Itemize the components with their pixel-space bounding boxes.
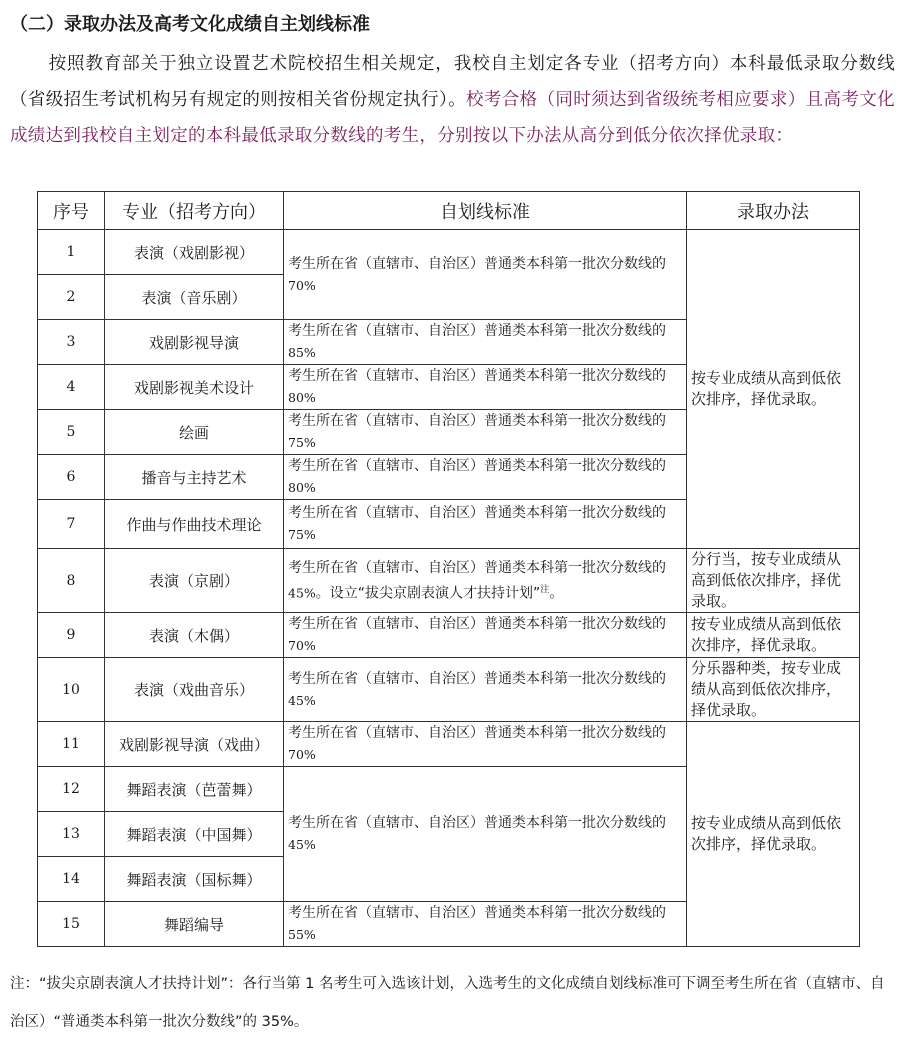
standard-value: 75% — [288, 527, 316, 542]
row-major: 表演（戏剧影视） — [105, 230, 284, 275]
standard-prefix: 考生所在省（直辖市、自治区）普通类本科第一批次分数线的 — [288, 413, 666, 429]
row-major: 绘画 — [105, 410, 284, 455]
row-no: 6 — [38, 455, 105, 500]
row-method: 分乐器种类，按专业成绩从高到低依次排序，择优录取。 — [687, 658, 860, 722]
row-major: 舞蹈表演（芭蕾舞） — [105, 767, 284, 812]
row-major: 戏剧影视美术设计 — [105, 365, 284, 410]
standard-prefix: 考生所在省（直辖市、自治区）普通类本科第一批次分数线的 — [288, 559, 666, 576]
standard-value: 45% — [288, 585, 316, 601]
row-method: 按专业成绩从高到低依次排序，择优录取。 — [687, 613, 860, 658]
standard-value: 85% — [288, 345, 316, 360]
standard-prefix: 考生所在省（直辖市、自治区）普通类本科第一批次分数线的 — [288, 670, 666, 687]
standard-prefix: 考生所在省（直辖市、自治区）普通类本科第一批次分数线的 — [288, 905, 666, 921]
row-major: 表演（京剧） — [105, 549, 284, 613]
header-no: 序号 — [38, 192, 105, 230]
row-no: 3 — [38, 320, 105, 365]
row-no: 1 — [38, 230, 105, 275]
row-method: 按专业成绩从高到低依次排序，择优录取。 — [687, 722, 860, 947]
row-no: 12 — [38, 767, 105, 812]
row-standard — [284, 767, 687, 902]
row-standard — [284, 613, 687, 658]
row-major: 表演（音乐剧） — [105, 275, 284, 320]
row-standard — [284, 410, 687, 455]
row-no: 4 — [38, 365, 105, 410]
standard-prefix: 考生所在省（直辖市、自治区）普通类本科第一批次分数线的 — [288, 368, 666, 384]
standard-value: 80% — [288, 390, 316, 405]
standard-prefix: 考生所在省（直辖市、自治区）普通类本科第一批次分数线的 — [288, 725, 666, 741]
standard-prefix: 考生所在省（直辖市、自治区）普通类本科第一批次分数线的 — [288, 458, 666, 474]
row-standard — [284, 902, 687, 947]
row-no: 9 — [38, 613, 105, 658]
row-major: 表演（木偶） — [105, 613, 284, 658]
standard-value: 70% — [288, 277, 316, 293]
header-method: 录取办法 — [687, 192, 860, 230]
row-no: 8 — [38, 549, 105, 613]
table-row — [38, 613, 860, 658]
row-major: 表演（戏曲音乐） — [105, 658, 284, 722]
row-no: 5 — [38, 410, 105, 455]
standard-prefix: 考生所在省（直辖市、自治区）普通类本科第一批次分数线的 — [288, 616, 666, 632]
row-method: 按专业成绩从高到低依次排序，择优录取。 — [687, 230, 860, 549]
row-standard — [284, 230, 687, 320]
table-row — [38, 722, 860, 767]
intro-normal-text: 按照教育部关于独立设置艺术院校招生相关规定，我校自主划定各专业（招考方向）本科最低录取分数线（省级招生考试机构另有规定的则按相关省份规定执行）。 — [10, 54, 895, 110]
row-major: 舞蹈编导 — [105, 902, 284, 947]
row-standard — [284, 658, 687, 722]
standard-value: 80% — [288, 480, 316, 495]
standard-prefix: 考生所在省（直辖市、自治区）普通类本科第一批次分数线的 — [288, 255, 666, 272]
row-standard — [284, 500, 687, 549]
row-method: 分行当，按专业成绩从高到低依次排序，择优录取。 — [687, 549, 860, 613]
header-major: 专业（招考方向） — [105, 192, 284, 230]
row-no: 13 — [38, 812, 105, 857]
standard-prefix: 考生所在省（直辖市、自治区）普通类本科第一批次分数线的 — [288, 505, 666, 521]
standard-value: 45% — [288, 837, 316, 852]
standard-end: 。 — [549, 585, 564, 602]
row-standard — [284, 722, 687, 767]
row-no: 15 — [38, 902, 105, 947]
row-no: 14 — [38, 857, 105, 902]
table-row — [38, 658, 860, 722]
row-standard — [284, 549, 687, 613]
intro-paragraph — [10, 46, 895, 154]
standard-value: 70% — [288, 638, 316, 653]
row-no: 7 — [38, 500, 105, 549]
standard-extra: 。设立“拔尖京剧表演人才扶持计划” — [315, 585, 541, 602]
footnote: 注：“拔尖京剧表演人才扶持计划”：各行当第 1 名考生可入选该计划，入选考生的文化成绩自划线标准可下调至考生所在省（直辖市、自治区）“普通类本科第一批次分数线”的 35%。 — [10, 976, 885, 1030]
row-major: 舞蹈表演（国标舞） — [105, 857, 284, 902]
table-row — [38, 549, 860, 613]
note-mark: 注 — [540, 584, 550, 595]
row-no: 11 — [38, 722, 105, 767]
row-standard — [284, 455, 687, 500]
standard-prefix: 考生所在省（直辖市、自治区）普通类本科第一批次分数线的 — [288, 323, 666, 339]
row-standard — [284, 320, 687, 365]
standard-value: 70% — [288, 747, 316, 762]
row-major: 播音与主持艺术 — [105, 455, 284, 500]
standard-value: 45% — [288, 692, 316, 708]
row-no: 10 — [38, 658, 105, 722]
row-standard — [284, 365, 687, 410]
table-header-row — [38, 192, 860, 230]
intro-highlight-text: 校考合格（同时须达到省级统考相应要求）且高考文化成绩达到我校自主划定的本科最低录取分数线的考生，分别按以下办法从高分到低分依次择优录取： — [10, 90, 895, 146]
row-major: 舞蹈表演（中国舞） — [105, 812, 284, 857]
header-standard: 自划线标准 — [284, 192, 687, 230]
table-row — [38, 230, 860, 275]
row-major: 作曲与作曲技术理论 — [105, 500, 284, 549]
row-major: 戏剧影视导演 — [105, 320, 284, 365]
admission-table — [37, 191, 860, 947]
row-major: 戏剧影视导演（戏曲） — [105, 722, 284, 767]
section-heading: （二）录取办法及高考文化成绩自主划线标准 — [10, 14, 370, 35]
standard-value: 75% — [288, 435, 316, 450]
standard-value: 55% — [288, 927, 316, 942]
row-no: 2 — [38, 275, 105, 320]
standard-prefix: 考生所在省（直辖市、自治区）普通类本科第一批次分数线的 — [288, 815, 666, 831]
